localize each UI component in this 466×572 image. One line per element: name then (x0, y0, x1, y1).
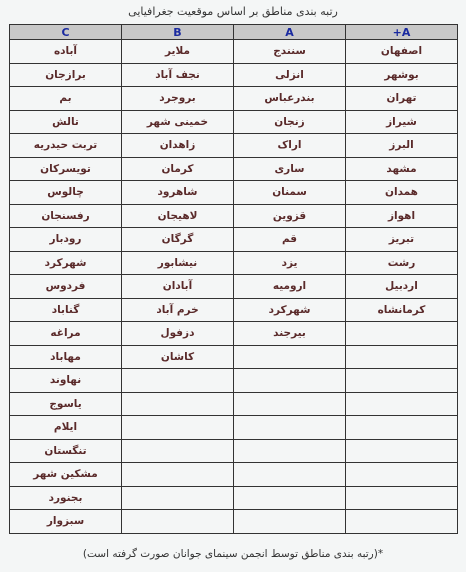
table-row (10, 510, 458, 534)
city-cell-c: بم (10, 87, 122, 111)
city-cell-b (122, 486, 234, 510)
city-cell-a: اراک (234, 134, 346, 158)
city-cell-c: مراغه (10, 322, 122, 346)
city-cell-b: شاهرود (122, 181, 234, 205)
city-cell-aplus: همدان (346, 181, 458, 205)
city-cell-a: بندرعباس (234, 87, 346, 111)
city-cell-c: یاسوج (10, 392, 122, 416)
city-cell-c: بجنورد (10, 486, 122, 510)
city-cell-c: برازجان (10, 63, 122, 87)
city-cell-c: سبزوار (10, 510, 122, 534)
table-row (10, 63, 458, 87)
city-cell-c: تویسرکان (10, 157, 122, 181)
city-cell-a: سنندج (234, 40, 346, 64)
city-cell-b: آبادان (122, 275, 234, 299)
city-cell-b: زاهدان (122, 134, 234, 158)
city-cell-b: کرمان (122, 157, 234, 181)
city-cell-c: رودبار (10, 228, 122, 252)
city-cell-a: ارومیه (234, 275, 346, 299)
city-cell-aplus (346, 416, 458, 440)
city-cell-a: قم (234, 228, 346, 252)
city-cell-b: دزفول (122, 322, 234, 346)
city-cell-c: چالوس (10, 181, 122, 205)
table-row (10, 416, 458, 440)
column-header-b: B (122, 25, 234, 40)
city-cell-b (122, 510, 234, 534)
city-cell-c: شهرکرد (10, 251, 122, 275)
city-cell-aplus (346, 439, 458, 463)
table-row (10, 134, 458, 158)
city-cell-aplus (346, 345, 458, 369)
city-cell-a: شهرکرد (234, 298, 346, 322)
city-cell-c: فردوس (10, 275, 122, 299)
city-cell-c: ایلام (10, 416, 122, 440)
city-cell-a: بیرجند (234, 322, 346, 346)
column-header-c: C (10, 25, 122, 40)
city-cell-b: گرگان (122, 228, 234, 252)
city-cell-aplus (346, 463, 458, 487)
column-header-aplus: A+ (346, 25, 458, 40)
city-cell-aplus: مشهد (346, 157, 458, 181)
city-cell-a (234, 369, 346, 393)
table-row (10, 228, 458, 252)
table-row (10, 298, 458, 322)
city-cell-b: خرم آباد (122, 298, 234, 322)
table-row (10, 439, 458, 463)
table-row (10, 251, 458, 275)
city-cell-b (122, 463, 234, 487)
city-cell-b (122, 369, 234, 393)
city-cell-c: مهاباد (10, 345, 122, 369)
table-body (10, 40, 458, 534)
city-cell-c: گناباد (10, 298, 122, 322)
city-cell-a (234, 463, 346, 487)
table-row (10, 275, 458, 299)
city-cell-c: نهاوند (10, 369, 122, 393)
city-cell-aplus: البرز (346, 134, 458, 158)
city-cell-c: تالش (10, 110, 122, 134)
city-cell-a: یزد (234, 251, 346, 275)
header-row (10, 25, 458, 40)
city-cell-aplus (346, 510, 458, 534)
table-row (10, 204, 458, 228)
table-row (10, 87, 458, 111)
city-cell-a: زنجان (234, 110, 346, 134)
city-cell-aplus (346, 322, 458, 346)
city-cell-b: کاشان (122, 345, 234, 369)
city-cell-b: نجف آباد (122, 63, 234, 87)
table-row (10, 40, 458, 64)
city-cell-b: بروجرد (122, 87, 234, 111)
city-cell-c: تربت حیدریه (10, 134, 122, 158)
table-row (10, 157, 458, 181)
city-cell-aplus: کرمانشاه (346, 298, 458, 322)
city-cell-a (234, 416, 346, 440)
city-cell-aplus: اردبیل (346, 275, 458, 299)
city-cell-b (122, 439, 234, 463)
city-cell-aplus (346, 392, 458, 416)
city-cell-b: خمینی شهر (122, 110, 234, 134)
city-cell-a (234, 392, 346, 416)
city-cell-b: نیشابور (122, 251, 234, 275)
city-cell-b (122, 392, 234, 416)
city-cell-aplus: تهران (346, 87, 458, 111)
footnote: *(رتبه بندی مناطق توسط انجمن سینمای جوانان صورت گرفته است) (82, 548, 384, 560)
city-cell-b: ملایر (122, 40, 234, 64)
table-row (10, 345, 458, 369)
city-cell-aplus (346, 486, 458, 510)
city-cell-b (122, 416, 234, 440)
city-cell-a: قزوین (234, 204, 346, 228)
table-row (10, 322, 458, 346)
city-cell-a: ساری (234, 157, 346, 181)
table-row (10, 110, 458, 134)
city-cell-a (234, 510, 346, 534)
city-cell-aplus: اصفهان (346, 40, 458, 64)
city-cell-c: مشکین شهر (10, 463, 122, 487)
city-cell-aplus (346, 369, 458, 393)
table-row (10, 369, 458, 393)
city-cell-c: تنگستان (10, 439, 122, 463)
city-cell-aplus: اهواز (346, 204, 458, 228)
table-row (10, 486, 458, 510)
table-row (10, 181, 458, 205)
city-cell-aplus: تبریز (346, 228, 458, 252)
city-cell-aplus: رشت (346, 251, 458, 275)
city-cell-aplus: شیراز (346, 110, 458, 134)
city-cell-a (234, 345, 346, 369)
city-cell-a: انزلی (234, 63, 346, 87)
city-cell-c: آباده (10, 40, 122, 64)
city-cell-b: لاهیجان (122, 204, 234, 228)
city-cell-c: رفسنجان (10, 204, 122, 228)
city-cell-aplus: بوشهر (346, 63, 458, 87)
city-cell-a (234, 486, 346, 510)
page-title: رتبه بندی مناطق بر اساس موقعیت جغرافیایی (128, 5, 338, 18)
table-row (10, 463, 458, 487)
column-header-a: A (234, 25, 346, 40)
city-cell-a: سمنان (234, 181, 346, 205)
city-cell-a (234, 439, 346, 463)
ranking-table (9, 24, 458, 534)
table-row (10, 392, 458, 416)
